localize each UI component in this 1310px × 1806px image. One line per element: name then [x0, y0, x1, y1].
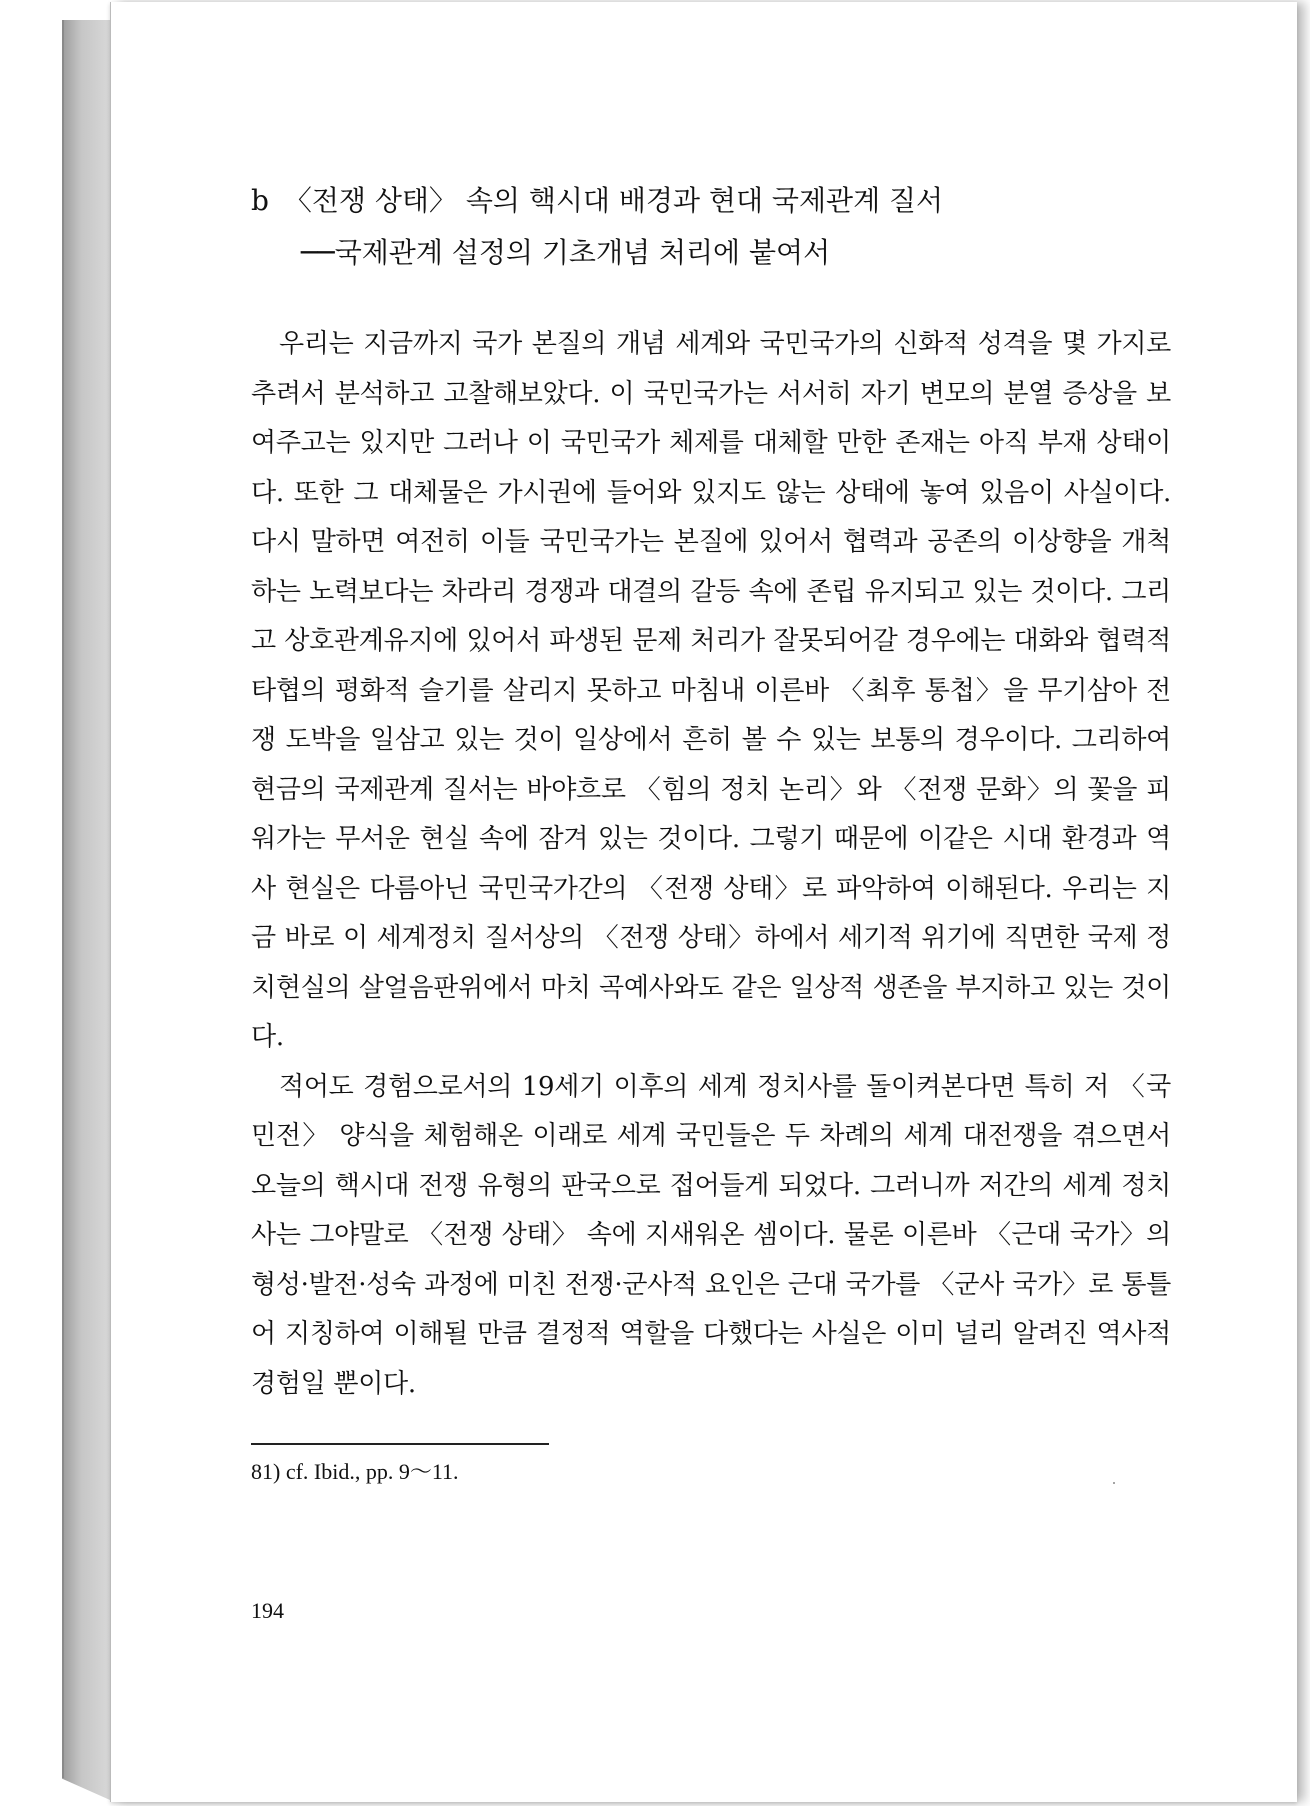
book-spine [62, 20, 110, 1800]
section-heading [251, 180, 1171, 222]
body-text [251, 320, 1171, 1409]
section-title: 〈전쟁 상태〉 속의 핵시대 배경과 현대 국제관계 질서 [283, 184, 944, 217]
footnote-divider [251, 1443, 549, 1445]
book-spine-edge [62, 20, 64, 1778]
section-label: b [251, 184, 269, 217]
paragraph: 적어도 경험으로서의 19세기 이후의 세계 정치사를 돌이켜본다면 특히 저 〈국민전〉 양식을 체험해온 이래로 세계 국민들은 두 차례의 세계 대전쟁을 겪으면서 오늘의 핵시대 전쟁 유형의 판국으로 접어들게 되었다. 그러니까 저간의 세계 정치사는 그야말로 〈전쟁 상태〉 속에 지새워온 셈이다. 물론 이른바 〈근대 국가〉의 형성·발전·성숙 과정에 미친 전쟁·군사적 요인은 근대 국가를 〈군사 국가〉로 통틀어 지칭하여 이해될 만큼 결정적 역할을 다했다는 사실은 이미 널리 알려진 역사적 경험일 뿐이다. [251, 1071, 1171, 1399]
section-subtitle: ──국제관계 설정의 기초개념 처리에 붙여서 [301, 236, 831, 269]
paragraph: 우리는 지금까지 국가 본질의 개념 세계와 국민국가의 신화적 성격을 몇 가지로 추려서 분석하고 고찰해보았다. 이 국민국가는 서서히 자기 변모의 분열 증상을 보여주고는 있지만 그러나 이 국민국가 체제를 대체할 만한 존재는 아직 부재 상태이다. 또한 그 대체물은 가시권에 들어와 있지도 않는 상태에 놓여 있음이 사실이다. 다시 말하면 여전히 이들 국민국가는 본질에 있어서 협력과 공존의 이상향을 개척하는 노력보다는 차라리 경쟁과 대결의 갈등 속에 존립 유지되고 있는 것이다. 그리고 상호관계유지에 있어서 파생된 문제 처리가 잘못되어갈 경우에는 대화와 협력적 타협의 평화적 슬기를 살리지 못하고 마침내 이른바 〈최후 통첩〉을 무기삼아 전쟁 도박을 일삼고 있는 것이 일상에서 흔히 볼 수 있는 보통의 경우이다. 그리하여 현금의 국제관계 질서는 바야흐로 〈힘의 정치 논리〉와 〈전쟁 문화〉의 꽃을 피워가는 무서운 현실 속에 잠겨 있는 것이다. 그렇기 때문에 이같은 시대 환경과 역사 현실은 다름아닌 국민국가간의 〈전쟁 상태〉로 파악하여 이해된다. 우리는 지금 바로 이 세계정치 질서상의 〈전쟁 상태〉하에서 세기적 위기에 직면한 국제 정치현실의 살얼음판위에서 마치 곡예사와도 같은 일상적 생존을 부지하고 있는 것이다. [251, 329, 1171, 1052]
page-content [251, 180, 1171, 1489]
footnote: 81) cf. Ibid., pp. 9〜11. [251, 1459, 459, 1484]
scan-speck [1113, 1482, 1115, 1484]
page-number: 194 [251, 1598, 284, 1623]
book-page [110, 2, 1297, 1802]
